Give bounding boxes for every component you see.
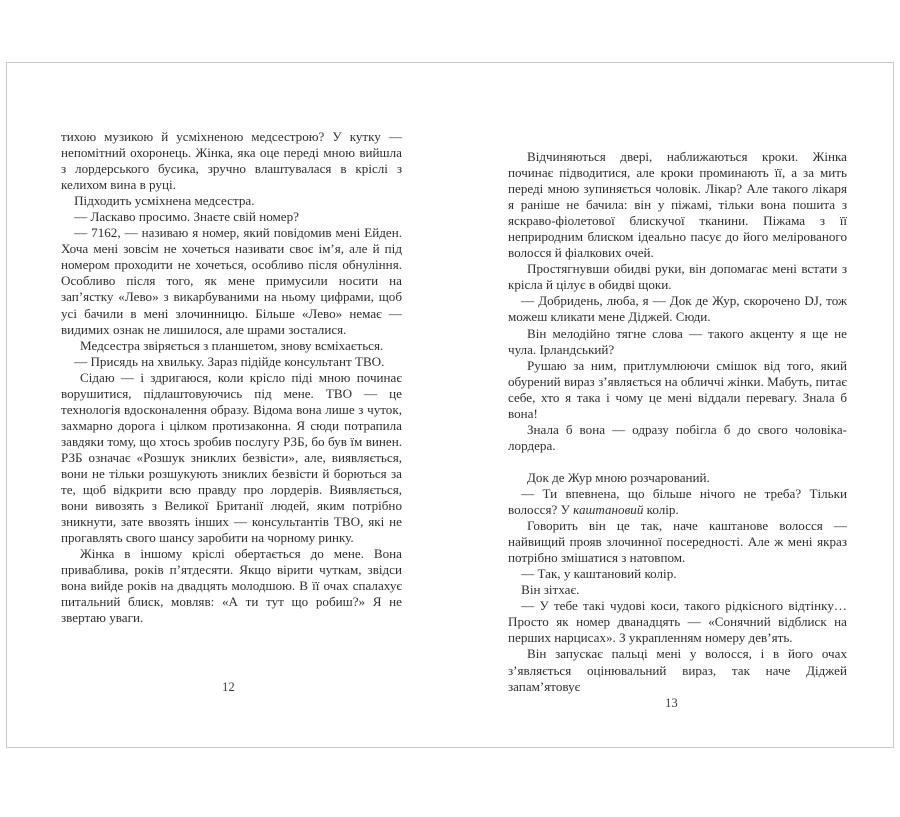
body-paragraph: Док де Жур мною розчарований. [526, 469, 710, 485]
page-number-left: 12 [222, 680, 235, 694]
body-paragraph: — Так, у каштановий колір. [521, 566, 677, 582]
body-paragraph: Підходить усміхнена медсестра. [74, 193, 255, 209]
left-page-text-column [61, 129, 402, 626]
body-paragraph: Він мелодійно тягне слова — такого акценту я ще не чула. Ірландський? [508, 325, 847, 357]
body-paragraph: тихою музикою й усміхненою медсестрою? У кутку — непомітний охоронець. Жінка, яка оце переді мною вийшла з лордерського бусика, зручно влаштувалася в кріслі з келихом вина в руці. [61, 129, 402, 193]
body-paragraph: Знала б вона — одразу побігла б до свого чоловіка-лордера. [508, 421, 847, 453]
body-paragraph: Медсестра звіряється з планшетом, знову всміхається. [79, 337, 384, 353]
body-paragraph: Жінка в іншому кріслі обертається до мене. Вона приваблива, років п’ятдесяти. Якщо вірити чуткам, звідси вона вийде років на двадцять молодшою. В її очах спалахує питальний блиск, мовляв: «А ти тут що робиш?» Я не звертаю уваги. [61, 546, 402, 626]
body-paragraph: Відчиняються двері, наближаються кроки. Жінка починає підводитися, але кроки проминають її, а за мить переді мною зупиняється чоловік. Лікар? Але такого лікаря я раніше не бачила: він у піжамі, тільки вона пошита з яскраво-фіолетової блискучої тканини. Піжама з її неприродним блиском ідеально пасує до його мелірованого волосся й фіалкових очей. [508, 149, 847, 261]
body-paragraph: — Ласкаво просимо. Знаєте свій номер? [74, 209, 299, 225]
book-page-right [450, 63, 893, 747]
body-paragraph: — 7162, — називаю я номер, який повідомив мені Ейден. Хоча мені зовсім не хочеться називати своє ім’я, але й під номером проходити не хочеться, особливо після обнуління. Особливо після того, як мене примусили носити на зап’ястку «Лево» з викарбуваними на ньому цифрами, щоб усі бачили в мені злочинницю. Більше «Лево» немає — видимих ознак не лишилося, але шрами зосталися. [61, 225, 402, 337]
body-paragraph: Він запускає пальці мені у волосся, і в його очах з’являється оцінювальний вираз, так наче Діджей запам’ятовує [508, 646, 847, 694]
body-paragraph: Говорить він це так, наче каштанове волосся — найвищий прояв злочинної посередності. Але ж мені якраз потрібно змішатися з натовпом. [508, 518, 847, 566]
body-paragraph: — Добридень, люба, я — Док де Жур, скорочено DJ, тож можеш кликати мене Діджей. Сюди. [508, 293, 847, 325]
body-paragraph: — У тебе такі чудові коси, такого рідкісного відтінку… Просто як номер дванадцять — «Сонячний відблиск на перших нарцисах». З украпленням номеру дев’ять. [508, 598, 847, 646]
body-paragraph: — Ти впевнена, що більше нічого не треба? Тільки волосся? У каштановий колір. [508, 485, 847, 518]
body-paragraph: — Присядь на хвильку. Зараз підійде консультант ТВО. [74, 353, 385, 369]
book-page-left [7, 63, 450, 747]
book-page-spread [6, 62, 894, 748]
body-paragraph: Сідаю — і здригаюся, коли крісло піді мною починає ворушитися, підлаштовуючись під мене. ТВО — це технологія вдосконалення образу. Відома вона лише з чуток, захмарно дорога і цілком протизаконна. Я сюди потрапила завдяки тому, що хтось зробив послугу РЗБ, бо був їм винен. РЗБ означає «Розшук зниклих безвісти», але, виявляється, вони не тільки розшукують зниклих безвісти й борються за те, щоб відкрити всю правду про лордерів. Виявляється, вони вивозять з Великої Британії людей, яким потрібно зникнути, зате ввозять інших — консультантів ТВО, які не прогавлять свого шансу заробити на чорному ринку. [61, 369, 402, 546]
body-paragraph: Він зітхає. [521, 582, 580, 598]
body-paragraph: Простягнувши обидві руки, він допомагає мені встати з крісла й цілує в обидві щоки. [508, 261, 847, 293]
right-page-text-column [508, 149, 847, 695]
body-paragraph: Рушаю за ним, притлумлюючи смішок від того, який обурений вираз з’являється на обличчі жінки. Мабуть, питає себе, хто я така і чому це мені віддали перевагу. Знала б вона! [508, 357, 847, 421]
page-number-right: 13 [665, 696, 678, 710]
